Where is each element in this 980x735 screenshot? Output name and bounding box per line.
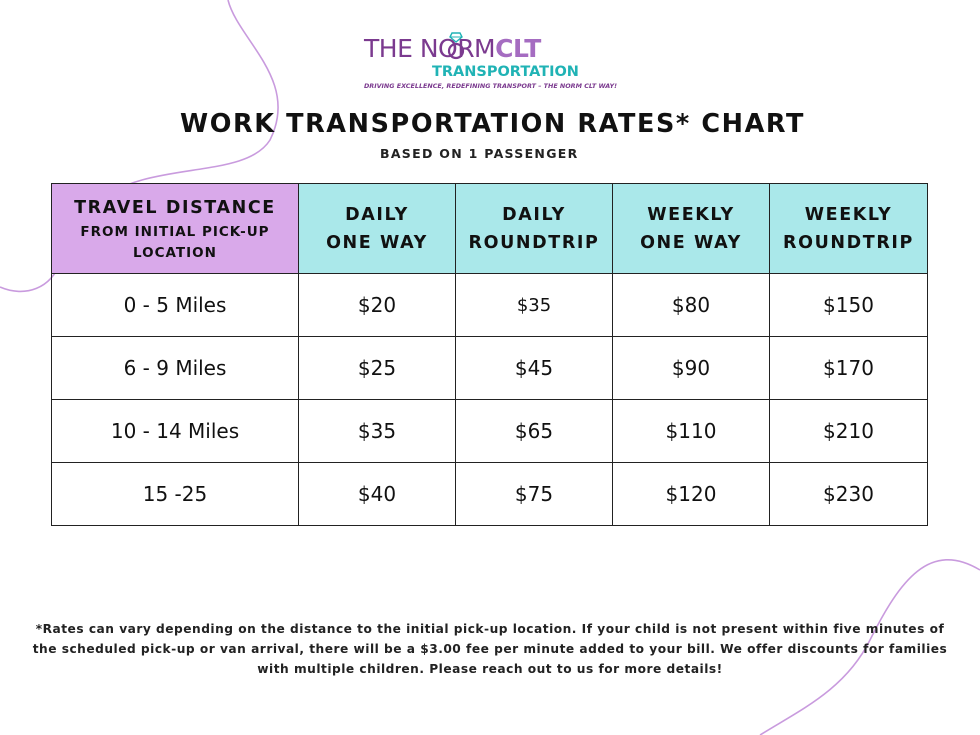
top-left-curve [100, 0, 278, 200]
header-line1: WEEKLY [804, 204, 893, 225]
price-cell-daily-roundtrip: $75 [456, 463, 613, 526]
distance-cell: 10 - 14 Miles [52, 400, 299, 463]
header-line1: WEEKLY [647, 204, 735, 225]
page-title: WORK TRANSPORTATION RATES* CHART [180, 109, 806, 139]
header-daily-one-way [299, 184, 456, 274]
rates-footnote: *Rates can vary depending on the distance to the initial pick-up location. If your child is not present within five minutes of the scheduled pick-up or van arrival, there will be a $3.00 fee per minute added to your bill. We offer discounts for families with multiple children. Please reach out to us for more details! [32, 622, 948, 676]
header-daily-roundtrip [456, 184, 613, 274]
header-line2: ONE WAY [326, 232, 428, 253]
price-cell-daily-one-way: $40 [299, 463, 456, 526]
diamond-ring-icon [447, 31, 465, 61]
price-cell-weekly-roundtrip: $170 [770, 337, 928, 400]
header-weekly-one-way [613, 184, 770, 274]
logo-name-part1: THE NORM [364, 34, 496, 63]
distance-cell: 15 -25 [52, 463, 299, 526]
price-cell-weekly-one-way: $80 [613, 274, 770, 337]
price-cell-daily-one-way: $35 [299, 400, 456, 463]
table-row [52, 274, 928, 337]
distance-cell: 0 - 5 Miles [52, 274, 299, 337]
price-cell-daily-one-way: $25 [299, 337, 456, 400]
logo-name-part2: CLT [495, 34, 541, 63]
price-cell-weekly-roundtrip: $210 [770, 400, 928, 463]
header-travel-distance [52, 184, 299, 274]
header-line2: ONE WAY [640, 232, 742, 253]
price-cell-weekly-roundtrip: $150 [770, 274, 928, 337]
price-cell-daily-roundtrip: $35 [456, 274, 613, 337]
logo-subtitle: TRANSPORTATION [432, 64, 579, 80]
rates-table [51, 183, 928, 526]
header-line2: ROUNDTRIP [783, 232, 914, 253]
logo-tagline: DRIVING EXCELLENCE, REDEFINING TRANSPORT – THE NORM CLT WAY! [364, 82, 618, 90]
table-row [52, 400, 928, 463]
header-row [52, 184, 928, 274]
distance-cell: 6 - 9 Miles [52, 337, 299, 400]
table-row [52, 463, 928, 526]
price-cell-daily-roundtrip: $45 [456, 337, 613, 400]
header-travel-distance-line3: LOCATION [133, 244, 217, 261]
price-cell-weekly-roundtrip: $230 [770, 463, 928, 526]
header-weekly-roundtrip [770, 184, 928, 274]
header-travel-distance-title: TRAVEL DISTANCE [74, 197, 276, 218]
price-cell-weekly-one-way: $90 [613, 337, 770, 400]
header-line1: DAILY [345, 204, 409, 225]
price-cell-weekly-one-way: $110 [613, 400, 770, 463]
brand-logo [360, 30, 618, 96]
price-cell-daily-one-way: $20 [299, 274, 456, 337]
page-subtitle: BASED ON 1 PASSENGER [380, 146, 579, 161]
header-travel-distance-line2: FROM INITIAL PICK-UP [80, 223, 270, 240]
price-cell-daily-roundtrip: $65 [456, 400, 613, 463]
header-line1: DAILY [502, 204, 566, 225]
price-cell-weekly-one-way: $120 [613, 463, 770, 526]
header-line2: ROUNDTRIP [468, 232, 600, 253]
table-row [52, 337, 928, 400]
